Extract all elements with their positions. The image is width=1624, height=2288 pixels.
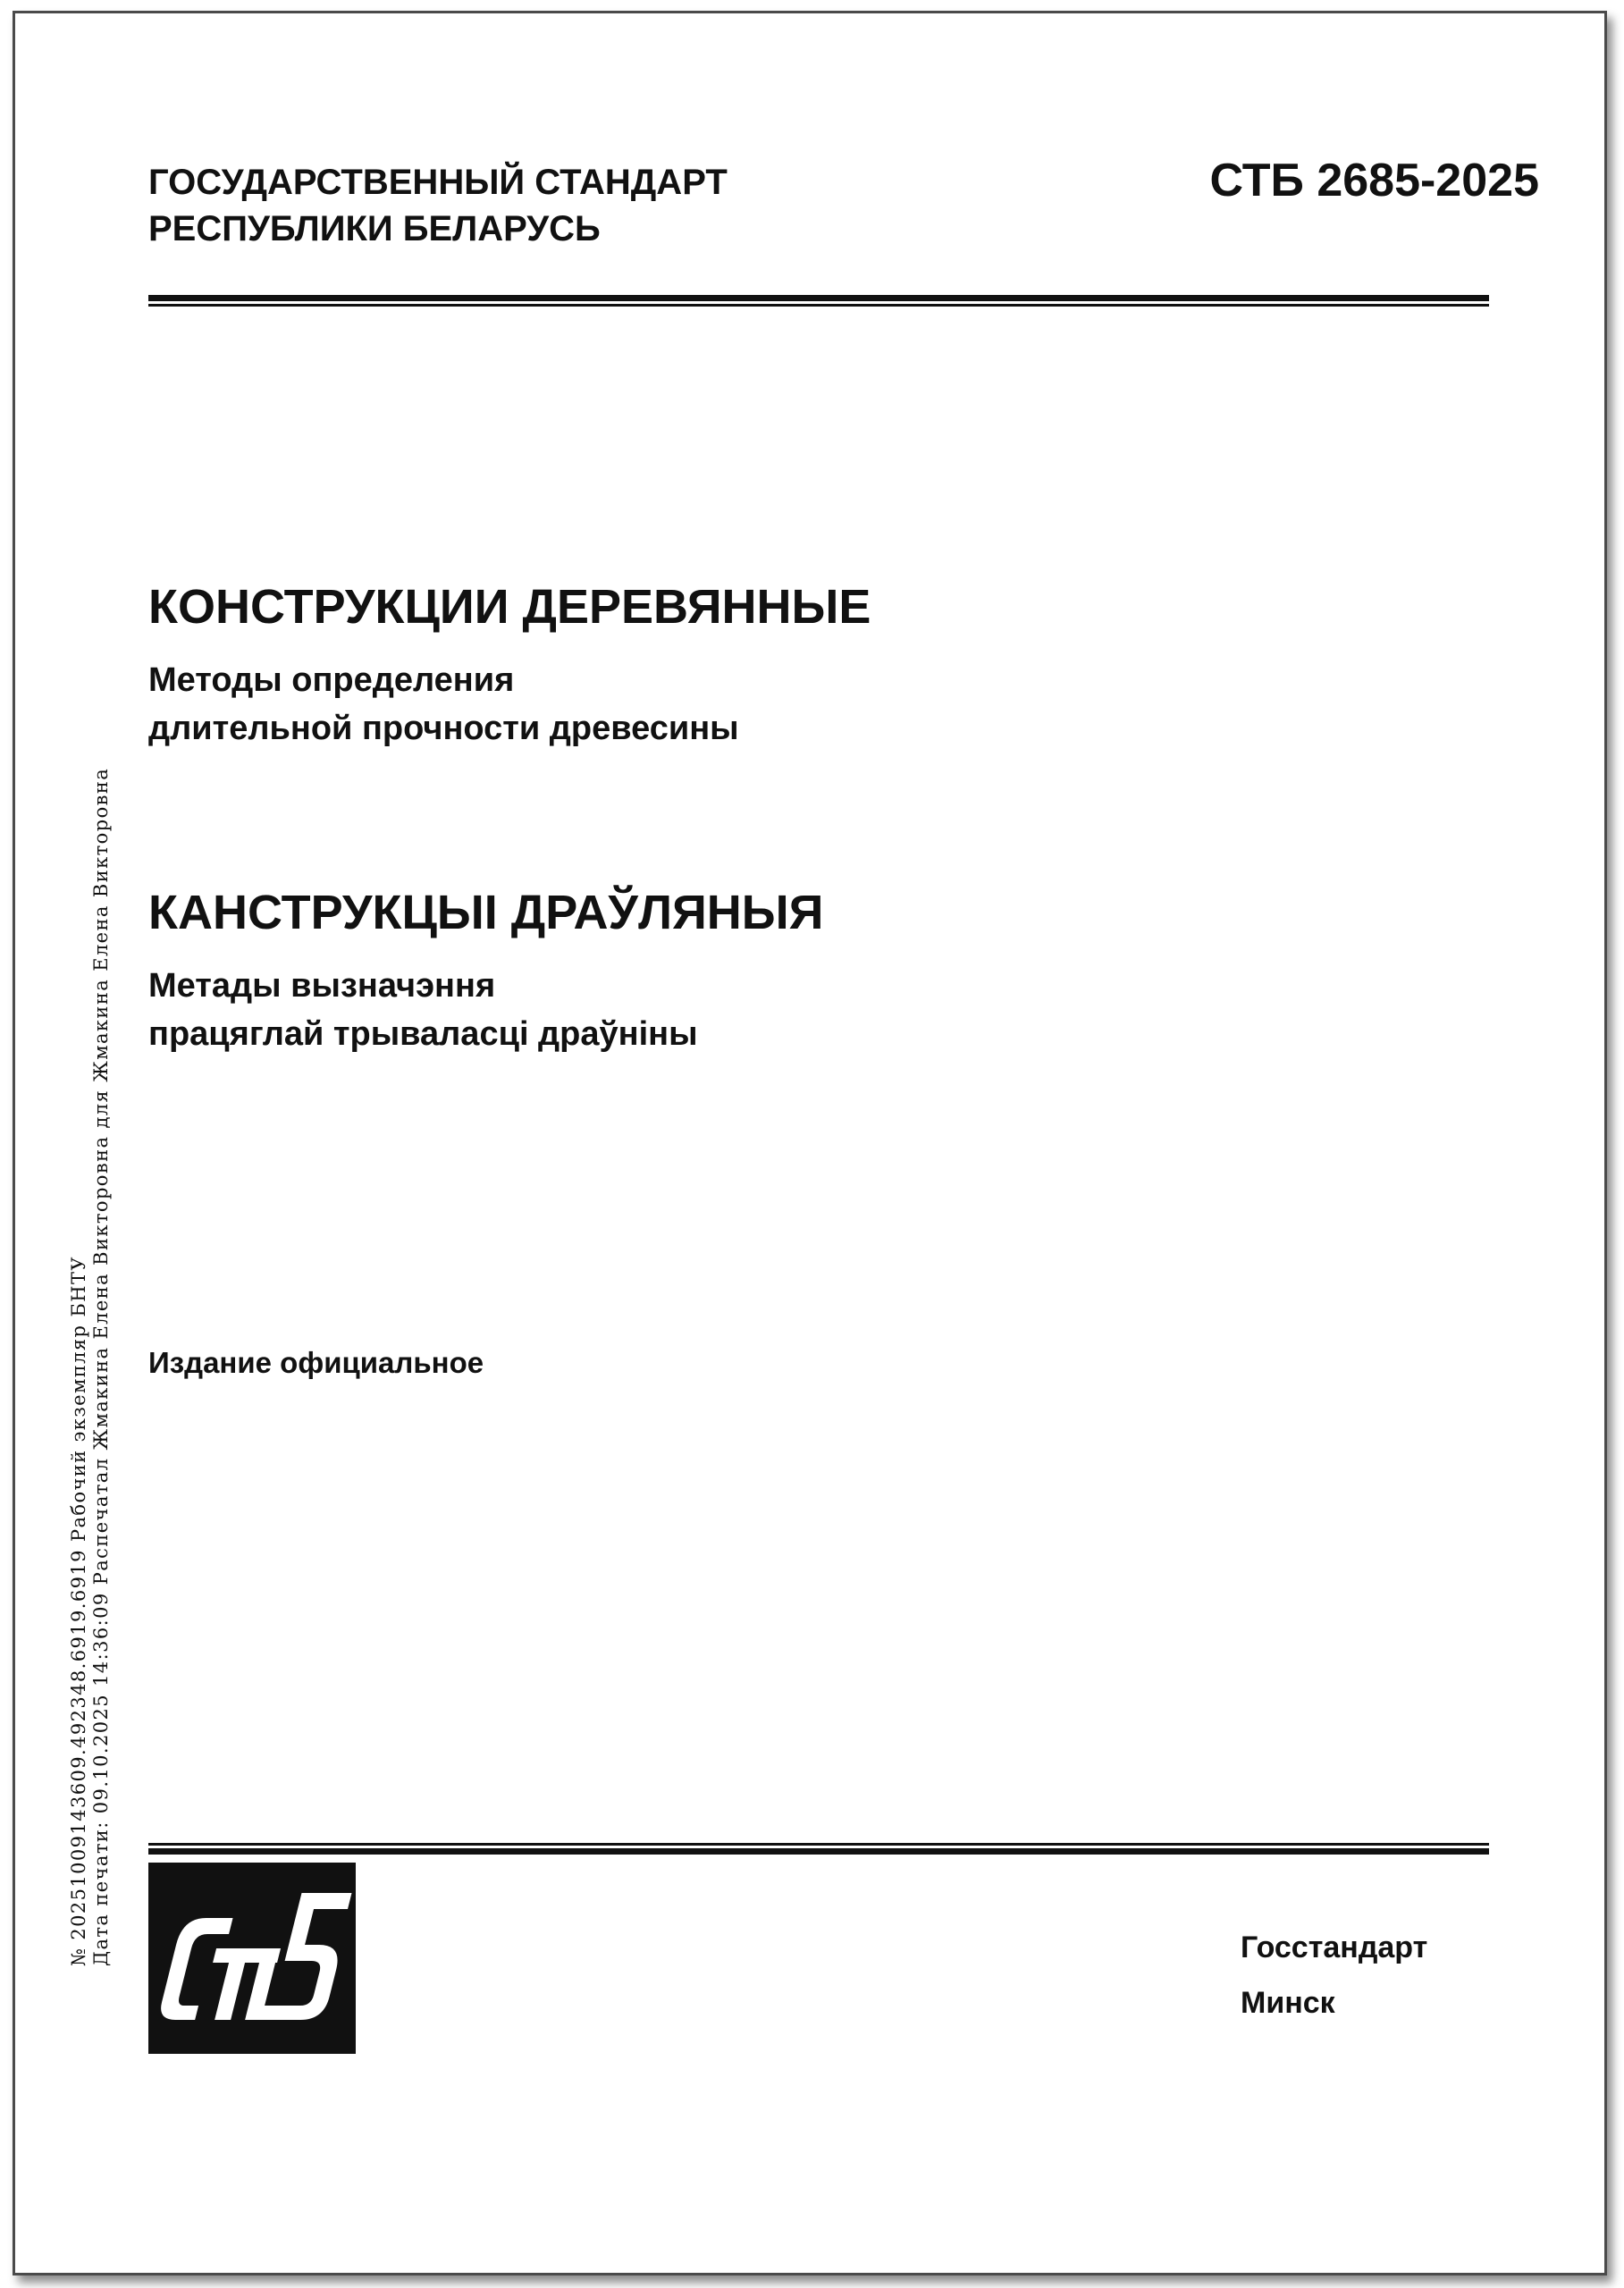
publisher-city: Минск bbox=[1241, 1986, 1335, 2020]
margin-note-line-2: Дата печати: 09.10.2025 14:36:09 Распечатал Жмакина Елена Викторовна для Жмакина Елена Викторовна bbox=[90, 767, 112, 1966]
standard-type-line-2: РЕСПУБЛИКИ БЕЛАРУСЬ bbox=[148, 209, 601, 248]
standard-code: СТБ 2685-2025 bbox=[1209, 155, 1539, 206]
edition-label: Издание официальное bbox=[148, 1346, 484, 1379]
publisher-block bbox=[1241, 1920, 1427, 2031]
top-rule-thick bbox=[148, 295, 1489, 301]
title-belarusian: КАНСТРУКЦЫІ ДРАЎЛЯНЫЯ bbox=[148, 886, 824, 939]
stb-logo-graphic bbox=[148, 1863, 356, 2054]
subtitle-russian bbox=[148, 656, 739, 753]
subtitle-russian-line-1: Методы определения bbox=[148, 661, 515, 699]
stb-logo bbox=[148, 1863, 356, 2054]
subtitle-belarusian-line-1: Метады вызначэння bbox=[148, 967, 496, 1005]
subtitle-belarusian bbox=[148, 962, 698, 1058]
title-russian: КОНСТРУКЦИИ ДЕРЕВЯННЫЕ bbox=[148, 580, 871, 634]
subtitle-russian-line-2: длительной прочности древесины bbox=[148, 710, 739, 747]
subtitle-belarusian-line-2: працяглай трываласці драўніны bbox=[148, 1015, 698, 1053]
bottom-rule-thick bbox=[148, 1848, 1489, 1855]
standard-type-heading bbox=[148, 159, 728, 252]
margin-note-line-1: № 20251009143609.492348.6919.6919 Рабочий экземпляр БНТУ bbox=[68, 1256, 89, 1966]
publisher-name: Госстандарт bbox=[1241, 1930, 1428, 1964]
margin-note bbox=[68, 768, 113, 1966]
standard-type-line-1: ГОСУДАРСТВЕННЫЙ СТАНДАРТ bbox=[148, 163, 728, 202]
bottom-rule-thin bbox=[148, 1843, 1489, 1846]
top-rule-thin bbox=[148, 304, 1489, 307]
